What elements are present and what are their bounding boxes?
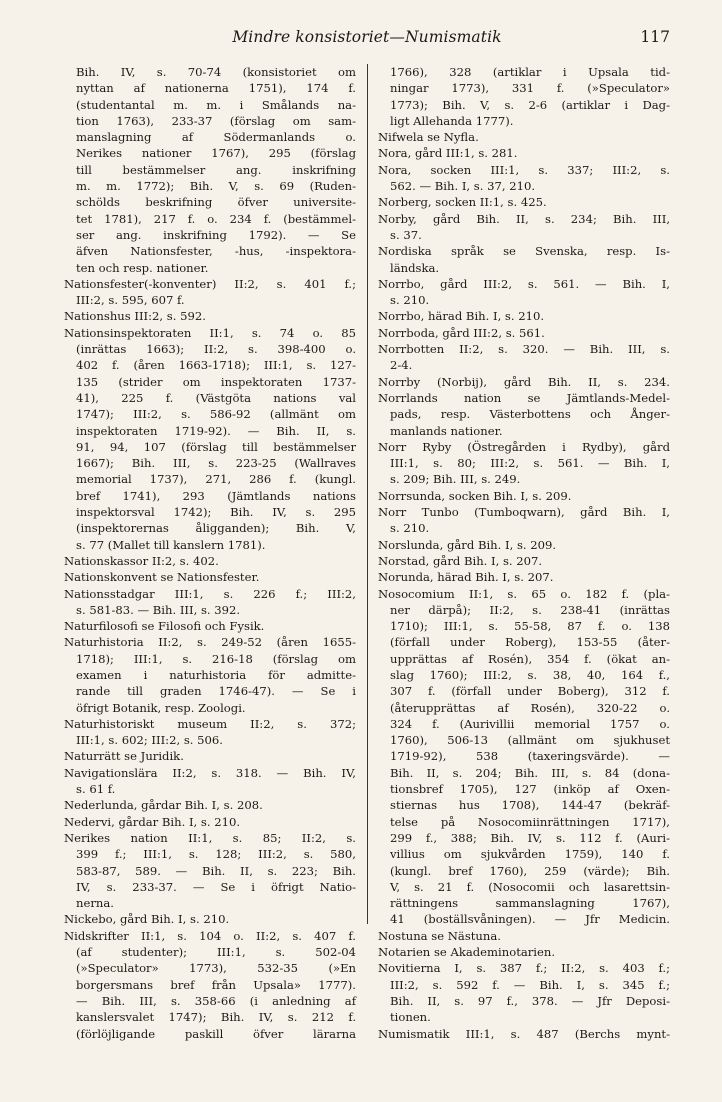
index-entry-continuation: (återupprättas af Rosén), 320-22 o.: [390, 700, 670, 715]
index-entry-continuation: s. 37.: [390, 227, 422, 242]
page-header: [64, 28, 670, 50]
index-entry-line: Numismatik III:1, s. 487 (Berchs mynt-: [378, 1026, 670, 1041]
index-entry-continuation: s. 77 (Mallet till kanslern 1781).: [76, 537, 266, 552]
index-entry-continuation: ningar 1773), 331 f. (»Speculator»: [390, 81, 670, 96]
index-entry-line: Naturrätt se Juridik.: [64, 749, 184, 764]
index-entry-continuation: (inspektorernas åligganden); Bih. V,: [76, 521, 356, 536]
index-entry-continuation: s. 209; Bih. III, s. 249.: [390, 472, 521, 487]
index-entry-line: Nationskassor II:2, s. 402.: [64, 553, 219, 568]
index-entry-continuation: 402 f. (åren 1663-1718); III:1, s. 127-: [76, 358, 356, 373]
index-entry-continuation: Bih. IV, s. 70-74 (konsistoriet om: [76, 65, 356, 79]
index-entry-continuation: inspektorsval 1742); Bih. IV, s. 295: [76, 505, 356, 520]
index-entry-line: Nerikes nation II:1, s. 85; II:2, s.: [64, 830, 356, 845]
index-entry-continuation: 307 f. (förfall under Boberg), 312 f.: [390, 684, 670, 699]
index-entry-continuation: tion 1763), 233-37 (förslag om sam-: [76, 113, 356, 128]
index-entry-line: Norr Ryby (Östregården i Rydby), gård: [378, 439, 670, 454]
index-entry-continuation: 1773); Bih. V, s. 2-6 (artiklar i Dag-: [390, 97, 670, 112]
index-entry-continuation: 299 f., 388; Bih. IV, s. 112 f. (Auri-: [390, 830, 670, 845]
index-entry-line: Norrboda, gård III:2, s. 561.: [378, 325, 545, 340]
index-entry-continuation: 562. — Bih. I, s. 37, 210.: [390, 179, 536, 194]
index-entry-continuation: s. 210.: [390, 521, 430, 536]
index-entry-continuation: stiernas hus 1708), 144-47 (bekräf-: [390, 798, 670, 813]
index-entry-continuation: ser ang. inskrifning 1792). — Se: [76, 227, 356, 242]
index-entry-line: Nostuna se Nästuna.: [378, 928, 501, 943]
index-entry-continuation: memorial 1737), 271, 286 f. (kungl.: [76, 472, 356, 487]
index-entry-continuation: upprättas af Rosén), 354 f. (ökat an-: [390, 651, 670, 666]
index-entry-continuation: tet 1781), 217 f. o. 234 f. (bestämmel-: [76, 211, 356, 226]
index-entry-continuation: (studentantal m. m. i Smålands na-: [76, 97, 356, 112]
index-entry-continuation: ländska.: [390, 260, 440, 275]
index-entry-line: Nifwela se Nyfla.: [378, 130, 479, 145]
index-entry-continuation: tionsbref 1705), 127 (inköp af Oxen-: [390, 782, 670, 797]
index-entry-line: Norrbotten II:2, s. 320. — Bih. III, s.: [378, 342, 670, 357]
column-divider: [367, 64, 368, 924]
index-entry-line: Norby, gård Bih. II, s. 234; Bih. III,: [378, 211, 670, 226]
index-entry-continuation: nyttan af nationerna 1751), 174 f.: [76, 81, 356, 96]
index-entry-continuation: 1760), 506-13 (allmänt om sjukhuset: [390, 733, 670, 748]
index-entry-line: Nosocomium II:1, s. 65 o. 182 f. (pla-: [378, 586, 670, 601]
index-entry-continuation: m. m. 1772); Bih. V, s. 69 (Ruden-: [76, 179, 356, 194]
index-entry-continuation: 1719-92), 538 (taxeringsvärde). —: [390, 749, 670, 764]
index-entry-continuation: tionen.: [390, 1010, 431, 1025]
left-column: [64, 64, 356, 1041]
index-entry-line: Norr Tunbo (Tumboqwarn), gård Bih. I,: [378, 505, 670, 520]
index-entry-continuation: pads, resp. Västerbottens och Ånger-: [390, 407, 670, 422]
index-entry-line: Nedervi, gårdar Bih. I, s. 210.: [64, 814, 241, 829]
index-entry-continuation: (kungl. bref 1760), 259 (värde); Bih.: [390, 863, 670, 878]
index-entry-continuation: 135 (strider om inspektoraten 1737-: [76, 374, 356, 389]
index-entry-line: Norstad, gård Bih. I, s. 207.: [378, 553, 543, 568]
index-entry-line: Navigationslära II:2, s. 318. — Bih. IV,: [64, 765, 356, 780]
index-entry-continuation: examen i naturhistoria för admitte-: [76, 667, 356, 682]
index-entry-continuation: 1766), 328 (artiklar i Upsala tid-: [390, 65, 670, 79]
index-entry-continuation: (förlöjligande paskill öfver lärarna: [76, 1026, 356, 1041]
index-entry-continuation: ligt Allehanda 1777).: [390, 113, 514, 128]
index-entry-continuation: manlands nationer.: [390, 423, 503, 438]
index-entry-continuation: Nerikes nationer 1767), 295 (förslag: [76, 146, 356, 161]
index-entry-line: Naturhistoriskt museum II:2, s. 372;: [64, 716, 356, 731]
index-entry-continuation: 41 (boställsvåningen). — Jfr Medicin.: [390, 912, 670, 927]
index-entry-line: Nederlunda, gårdar Bih. I, s. 208.: [64, 798, 263, 813]
index-entry-continuation: 1667); Bih. III, s. 223-25 (Wallraves: [76, 456, 356, 471]
index-entry-line: Norrbo, gård III:2, s. 561. — Bih. I,: [378, 276, 670, 291]
index-entry-continuation: schölds beskrifning öfver universite-: [76, 195, 356, 210]
index-entry-line: Nora, socken III:1, s. 337; III:2, s.: [378, 162, 670, 177]
index-entry-continuation: kanslersvalet 1747); Bih. IV, s. 212 f.: [76, 1010, 356, 1025]
index-entry-continuation: telse på Nosocomiinrättningen 1717),: [390, 814, 670, 829]
running-head: Mindre konsistoriet—Numismatik: [232, 28, 502, 46]
right-column: [378, 64, 670, 1041]
index-entry-continuation: villius om sjukvården 1759), 140 f.: [390, 847, 670, 862]
index-entry-line: Norrbo, härad Bih. I, s. 210.: [378, 309, 545, 324]
index-entry-line: Naturfilosofi se Filosofi och Fysik.: [64, 619, 265, 634]
index-entry-line: Novitierna I, s. 387 f.; II:2, s. 403 f.;: [378, 961, 670, 976]
index-entry-continuation: (inrättas 1663); II:2, s. 398-400 o.: [76, 342, 356, 357]
index-columns: [64, 64, 670, 1041]
index-entry-line: Norslunda, gård Bih. I, s. 209.: [378, 537, 557, 552]
index-entry-continuation: slag 1760); III:2, s. 38, 40, 164 f.,: [390, 667, 670, 682]
index-entry-continuation: manslagning af Södermanlands o.: [76, 130, 356, 145]
index-entry-continuation: 1710); III:1, s. 55-58, 87 f. o. 138: [390, 619, 670, 634]
index-entry-line: Nickebo, gård Bih. I, s. 210.: [64, 912, 230, 927]
index-entry-continuation: Bih. II, s. 204; Bih. III, s. 84 (dona-: [390, 765, 670, 780]
index-entry-continuation: 324 f. (Aurivillii memorial 1757 o.: [390, 716, 670, 731]
index-entry-continuation: s. 581-83. — Bih. III, s. 392.: [76, 602, 241, 617]
index-entry-continuation: öfrigt Botanik, resp. Zoologi.: [76, 700, 246, 715]
index-entry-continuation: s. 210.: [390, 293, 430, 308]
index-entry-continuation: III:1, s. 602; III:2, s. 506.: [76, 733, 223, 748]
index-entry-line: Notarien se Akademinotarien.: [378, 945, 556, 960]
index-entry-continuation: till bestämmelser ang. inskrifning: [76, 162, 356, 177]
index-entry-line: Nationskonvent se Nationsfester.: [64, 570, 260, 585]
index-entry-continuation: (af studenter); III:1, s. 502-04: [76, 945, 356, 960]
index-entry-continuation: Bih. II, s. 97 f., 378. — Jfr Deposi-: [390, 993, 670, 1008]
index-entry-continuation: 2-4.: [390, 358, 413, 373]
index-entry-line: Norunda, härad Bih. I, s. 207.: [378, 570, 554, 585]
index-entry-continuation: (»Speculator» 1773), 532-35 (»En: [76, 961, 356, 976]
index-entry-line: Norrsunda, socken Bih. I, s. 209.: [378, 488, 572, 503]
index-entry-line: Norrlands nation se Jämtlands-Medel-: [378, 390, 670, 405]
index-entry-continuation: borgersmans bref från Upsala» 1777).: [76, 977, 356, 992]
index-entry-continuation: 91, 94, 107 (förslag till bestämmelser: [76, 439, 356, 454]
index-entry-line: Nationsstadgar III:1, s. 226 f.; III:2,: [64, 586, 356, 601]
index-entry-continuation: 1718); III:1, s. 216-18 (förslag om: [76, 651, 356, 666]
index-entry-line: Norrby (Norbij), gård Bih. II, s. 234.: [378, 374, 670, 389]
index-entry-line: Norberg, socken II:1, s. 425.: [378, 195, 547, 210]
index-entry-line: Nationsinspektoraten II:1, s. 74 o. 85: [64, 325, 356, 340]
index-entry-continuation: III:2, s. 592 f. — Bih. I, s. 345 f.;: [390, 977, 670, 992]
index-entry-continuation: rättningens sammanslagning 1767),: [390, 896, 670, 911]
index-entry-continuation: inspektoraten 1719-92). — Bih. II, s.: [76, 423, 356, 438]
index-entry-line: Nora, gård III:1, s. 281.: [378, 146, 518, 161]
index-entry-continuation: bref 1741), 293 (Jämtlands nations: [76, 488, 356, 503]
index-entry-continuation: (förfall under Roberg), 153-55 (åter-: [390, 635, 670, 650]
index-entry-continuation: 583-87, 589. — Bih. II, s. 223; Bih.: [76, 863, 356, 878]
page-number: 117: [640, 28, 670, 46]
index-entry-continuation: nerna.: [76, 896, 114, 911]
index-entry-line: Nationsfester(-konventer) II:2, s. 401 f.;: [64, 276, 356, 291]
index-entry-continuation: — Bih. III, s. 358-66 (i anledning af: [76, 993, 356, 1008]
index-entry-continuation: 41), 225 f. (Västgöta nations val: [76, 390, 356, 405]
index-entry-continuation: III:1, s. 80; III:2, s. 561. — Bih. I,: [390, 456, 670, 471]
index-entry-line: Nationshus III:2, s. 592.: [64, 309, 206, 324]
index-entry-continuation: III:2, s. 595, 607 f.: [76, 293, 185, 308]
index-entry-continuation: s. 61 f.: [76, 782, 116, 797]
index-entry-line: Nordiska språk se Svenska, resp. Is-: [378, 244, 670, 259]
index-entry-line: Naturhistoria II:2, s. 249-52 (åren 1655-: [64, 635, 356, 650]
index-entry-continuation: ner därpå); II:2, s. 238-41 (inrättas: [390, 602, 670, 617]
index-entry-continuation: 1747); III:2, s. 586-92 (allmänt om: [76, 407, 356, 422]
index-entry-line: Nidskrifter II:1, s. 104 o. II:2, s. 407 f.: [64, 928, 356, 943]
index-entry-continuation: rande till graden 1746-47). — Se i: [76, 684, 356, 699]
index-entry-continuation: ten och resp. nationer.: [76, 260, 209, 275]
index-entry-continuation: 399 f.; III:1, s. 128; III:2, s. 580,: [76, 847, 356, 862]
index-entry-continuation: V, s. 21 f. (Nosocomii och lasarettsin-: [390, 879, 670, 894]
index-entry-continuation: äfven Nationsfester, -hus, -inspektora-: [76, 244, 356, 259]
index-entry-continuation: IV, s. 233-37. — Se i öfrigt Natio-: [76, 879, 356, 894]
